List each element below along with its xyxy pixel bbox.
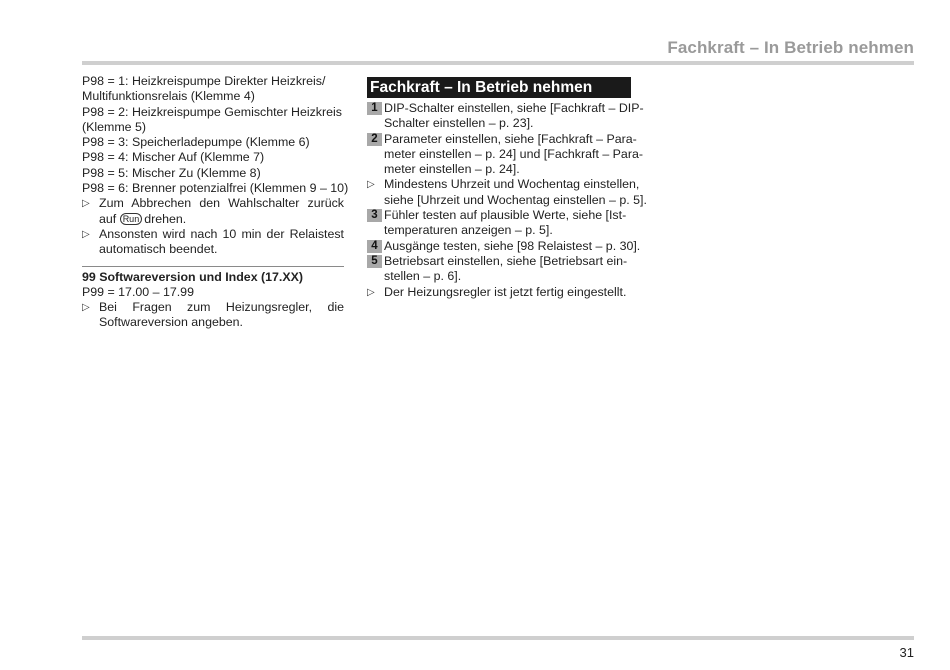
step-text-line: temperaturen anzeigen – p. 5]. [384,223,553,238]
step-number-badge: 5 [367,255,382,268]
p98-line: P98 = 5: Mischer Zu (Klemme 8) [82,165,261,180]
step-text-line: DIP-Schalter einstellen, siehe [Fachkraft – DIP- [384,101,644,115]
step-item [367,208,631,239]
bullet-auto-text: Ansonsten wird nach 10 min der Relaistest automatisch beendet. [99,226,344,257]
header-rule [82,61,914,65]
step-item [367,254,631,285]
bullet-item [367,285,631,300]
footer-rule [82,636,914,640]
step-item [367,238,641,254]
p98-line: Multifunktionsrelais (Klemme 4) [82,89,255,104]
p98-line: P98 = 4: Mischer Auf (Klemme 7) [82,150,265,165]
commissioning-steps [367,101,647,300]
step-text-line: Schalter einstellen – p. 23]. [384,116,534,131]
page-header-title: Fachkraft – In Betrieb nehmen [667,38,914,57]
step-text-line: Der Heizungsregler ist jetzt fertig eingestellt. [384,284,627,299]
triangle-right-outline-icon: ▷ [82,228,90,240]
p98-line: (Klemme 5) [82,119,147,134]
bullet-auto [82,227,344,258]
step-text-line: Ausgänge testen, siehe [98 Relaistest – p. 30]. [384,238,641,253]
step-text-line: stellen – p. 6]. [384,269,462,284]
step-number-badge: 2 [367,133,382,146]
section-99-bullet [82,300,344,331]
step-text-line: siehe [Uhrzeit und Wochentag einstellen – p. 5]. [384,192,647,207]
triangle-right-outline-icon: ▷ [82,302,90,314]
page-number: 31 [899,645,914,660]
step-text-line: Betriebsart einstellen, siehe [Betriebsart ein- [384,253,628,268]
triangle-right-outline-icon: ▷ [367,286,375,298]
section-divider [82,266,344,267]
bullet-abort [82,196,344,227]
p98-line: P98 = 6: Brenner potenzialfrei (Klemmen 9 – 10) [82,181,349,196]
bullet-abort-suffix: drehen. [144,211,187,226]
bullet-item [367,177,647,208]
step-text-line: Fühler testen auf plausible Werte, siehe [Ist- [384,208,627,223]
step-number-badge: 4 [367,240,382,253]
step-text-line: meter einstellen – p. 24] und [Fachkraft – Para- [384,146,643,161]
triangle-right-outline-icon: ▷ [82,198,90,210]
bullet-abort-text: Zum Abbrechen den Wahlschalter zurück auf [99,196,344,226]
step-item [367,101,644,132]
p98-line: P98 = 1: Heizkreispumpe Direkter Heizkreis/ [82,74,326,88]
left-column [82,74,349,331]
step-text-line: meter einstellen – p. 24]. [384,162,520,177]
step-item [367,131,643,178]
step-number-badge: 3 [367,209,382,222]
section-99-bullet-text: Bei Fragen zum Heizungsregler, die Softwareversion angeben. [99,300,344,330]
run-switch-icon: Run [120,213,143,225]
section-99-range: P99 = 17.00 – 17.99 [82,284,194,299]
p98-line: P98 = 2: Heizkreispumpe Gemischter Heizkreis [82,104,342,119]
step-text-line: Mindestens Uhrzeit und Wochentag einstellen, [384,177,640,192]
section-99-heading: 99 Softwareversion und Index (17.XX) [82,269,304,284]
section-heading-box: Fachkraft – In Betrieb nehmen [367,77,631,98]
middle-column [367,77,647,300]
step-number-badge: 1 [367,102,382,115]
p98-line: P98 = 3: Speicherladepumpe (Klemme 6) [82,135,310,150]
triangle-right-outline-icon: ▷ [367,179,375,191]
step-text-line: Parameter einstellen, siehe [Fachkraft – Para- [384,131,637,146]
